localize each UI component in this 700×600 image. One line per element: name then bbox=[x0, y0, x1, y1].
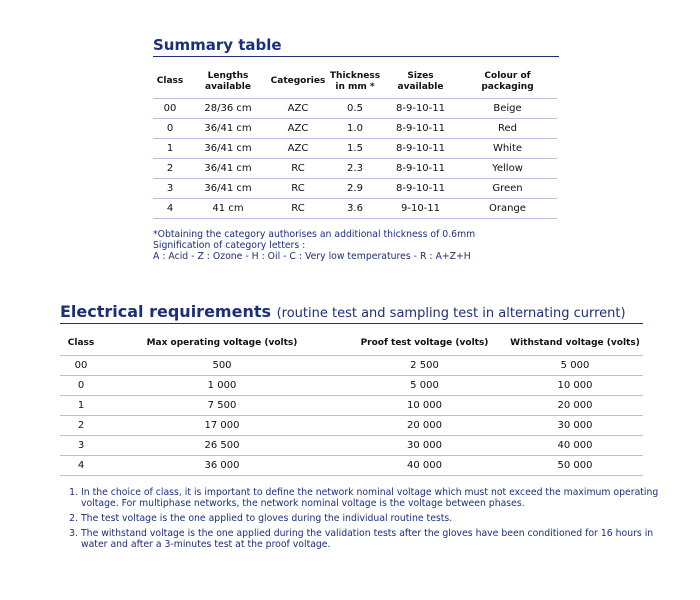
cell-lengths: 36/41 cm bbox=[187, 118, 269, 138]
cell-proof-test: 30 000 bbox=[342, 435, 507, 455]
electrical-header-max-operating: Max operating voltage (volts) bbox=[102, 333, 342, 355]
table-row bbox=[60, 415, 643, 435]
note-item: 1. In the choice of class, it is important to define the network nominal voltage which must not exceed the maximum operating voltage. For multiphase networks, the network nominal voltage is the voltage between phases. bbox=[81, 487, 666, 509]
table-row bbox=[60, 455, 643, 475]
electrical-title: Electrical requirements bbox=[60, 302, 272, 321]
cell-class: 1 bbox=[60, 395, 102, 415]
cell-class: 2 bbox=[153, 158, 187, 178]
summary-table bbox=[153, 66, 557, 219]
category-legend: A : Acid - Z : Ozone - H : Oil - C : Very low temperatures - R : A+Z+H bbox=[153, 250, 471, 262]
table-row bbox=[60, 435, 643, 455]
cell-class: 0 bbox=[153, 118, 187, 138]
summary-notes bbox=[153, 229, 559, 262]
summary-header-row bbox=[153, 66, 557, 98]
cell-colour: Red bbox=[458, 118, 557, 138]
table-row bbox=[153, 178, 557, 198]
cell-max-operating: 1 000 bbox=[102, 375, 342, 395]
electrical-header-withstand: Withstand voltage (volts) bbox=[507, 333, 643, 355]
table-row bbox=[153, 118, 557, 138]
electrical-header-proof-test: Proof test voltage (volts) bbox=[342, 333, 507, 355]
table-row bbox=[153, 138, 557, 158]
cell-sizes: 9-10-11 bbox=[383, 198, 458, 218]
summary-section bbox=[153, 36, 559, 262]
cell-class: 00 bbox=[153, 98, 187, 118]
cell-thickness: 2.3 bbox=[327, 158, 383, 178]
cell-lengths: 36/41 cm bbox=[187, 178, 269, 198]
table-row bbox=[60, 375, 643, 395]
cell-sizes: 8-9-10-11 bbox=[383, 98, 458, 118]
cell-withstand: 20 000 bbox=[507, 395, 643, 415]
summary-header-colour: Colour of packaging bbox=[458, 66, 557, 98]
cell-sizes: 8-9-10-11 bbox=[383, 178, 458, 198]
cell-lengths: 28/36 cm bbox=[187, 98, 269, 118]
cell-proof-test: 2 500 bbox=[342, 355, 507, 375]
cell-categories: AZC bbox=[269, 118, 327, 138]
cell-class: 4 bbox=[60, 455, 102, 475]
cell-class: 3 bbox=[153, 178, 187, 198]
table-row bbox=[153, 198, 557, 218]
cell-max-operating: 500 bbox=[102, 355, 342, 375]
cell-max-operating: 36 000 bbox=[102, 455, 342, 475]
cell-thickness: 1.0 bbox=[327, 118, 383, 138]
table-row bbox=[60, 355, 643, 375]
cell-class: 00 bbox=[60, 355, 102, 375]
cell-withstand: 5 000 bbox=[507, 355, 643, 375]
note-item: 3. The withstand voltage is the one applied during the validation tests after the gloves have been conditioned for 16 hours in water and after a 3-minutes test at the proof voltage. bbox=[81, 528, 666, 550]
category-legend-heading: Signification of category letters : bbox=[153, 239, 306, 251]
summary-header-class: Class bbox=[153, 66, 187, 98]
cell-proof-test: 10 000 bbox=[342, 395, 507, 415]
note-item: 2. The test voltage is the one applied to gloves during the individual routine tests. bbox=[81, 513, 666, 524]
electrical-notes bbox=[60, 487, 666, 550]
cell-class: 0 bbox=[60, 375, 102, 395]
cell-colour: Yellow bbox=[458, 158, 557, 178]
cell-sizes: 8-9-10-11 bbox=[383, 138, 458, 158]
cell-thickness: 2.9 bbox=[327, 178, 383, 198]
cell-withstand: 40 000 bbox=[507, 435, 643, 455]
cell-max-operating: 7 500 bbox=[102, 395, 342, 415]
cell-colour: Green bbox=[458, 178, 557, 198]
cell-categories: AZC bbox=[269, 138, 327, 158]
summary-title: Summary table bbox=[153, 36, 559, 57]
electrical-title-bar bbox=[60, 302, 643, 324]
cell-categories: RC bbox=[269, 158, 327, 178]
cell-categories: RC bbox=[269, 178, 327, 198]
electrical-section bbox=[60, 302, 659, 554]
summary-header-categories: Categories bbox=[269, 66, 327, 98]
cell-colour: Beige bbox=[458, 98, 557, 118]
cell-lengths: 36/41 cm bbox=[187, 138, 269, 158]
cell-sizes: 8-9-10-11 bbox=[383, 158, 458, 178]
cell-withstand: 50 000 bbox=[507, 455, 643, 475]
table-row bbox=[153, 158, 557, 178]
cell-max-operating: 26 500 bbox=[102, 435, 342, 455]
electrical-table bbox=[60, 333, 643, 476]
cell-thickness: 3.6 bbox=[327, 198, 383, 218]
cell-proof-test: 5 000 bbox=[342, 375, 507, 395]
cell-colour: Orange bbox=[458, 198, 557, 218]
cell-colour: White bbox=[458, 138, 557, 158]
cell-proof-test: 40 000 bbox=[342, 455, 507, 475]
cell-lengths: 41 cm bbox=[187, 198, 269, 218]
summary-header-lengths: Lengths available bbox=[187, 66, 269, 98]
electrical-header-row bbox=[60, 333, 643, 355]
cell-lengths: 36/41 cm bbox=[187, 158, 269, 178]
cell-sizes: 8-9-10-11 bbox=[383, 118, 458, 138]
cell-class: 2 bbox=[60, 415, 102, 435]
cell-class: 1 bbox=[153, 138, 187, 158]
cell-class: 3 bbox=[60, 435, 102, 455]
thickness-footnote: *Obtaining the category authorises an additional thickness of 0.6mm bbox=[153, 228, 476, 240]
cell-withstand: 10 000 bbox=[507, 375, 643, 395]
cell-thickness: 1.5 bbox=[327, 138, 383, 158]
electrical-header-class: Class bbox=[60, 333, 102, 355]
cell-proof-test: 20 000 bbox=[342, 415, 507, 435]
table-row bbox=[153, 98, 557, 118]
cell-max-operating: 17 000 bbox=[102, 415, 342, 435]
cell-thickness: 0.5 bbox=[327, 98, 383, 118]
summary-header-sizes: Sizes available bbox=[383, 66, 458, 98]
cell-categories: AZC bbox=[269, 98, 327, 118]
cell-class: 4 bbox=[153, 198, 187, 218]
electrical-subtitle: (routine test and sampling test in alternating current) bbox=[276, 306, 626, 321]
table-row bbox=[60, 395, 643, 415]
summary-header-thickness: Thickness in mm * bbox=[327, 66, 383, 98]
cell-withstand: 30 000 bbox=[507, 415, 643, 435]
cell-categories: RC bbox=[269, 198, 327, 218]
